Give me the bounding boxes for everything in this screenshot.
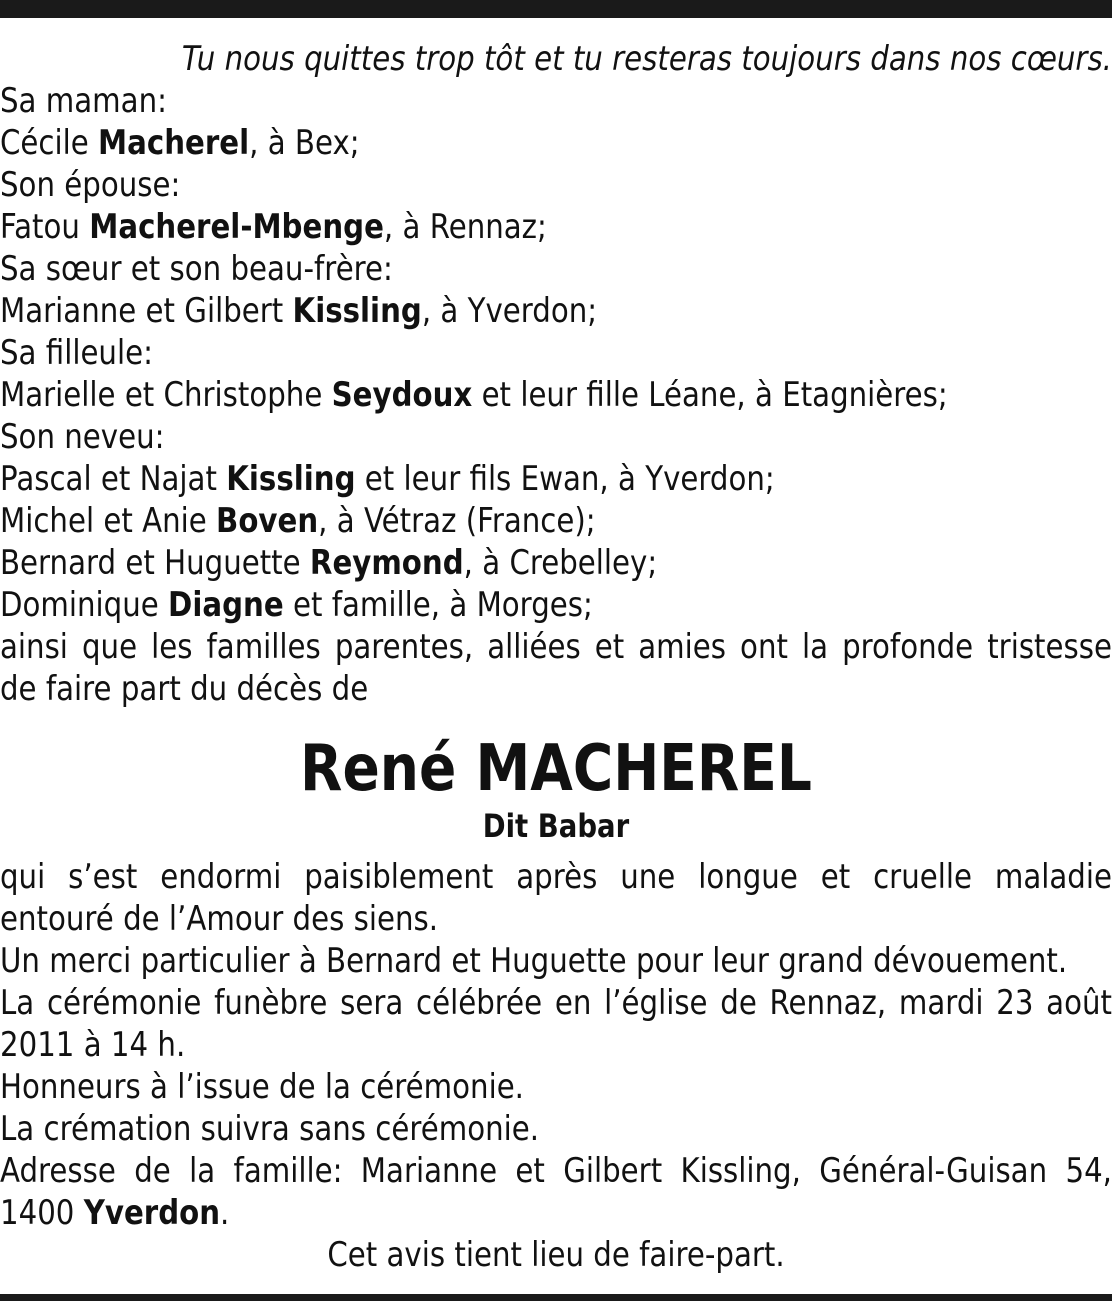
closing-line: Cet avis tient lieu de faire-part. — [327, 1235, 785, 1275]
family-line: Marielle et Christophe Seydoux et leur fille Léane, à Etagnières; — [0, 375, 948, 415]
family-line: Michel et Anie Boven, à Vétraz (France); — [0, 501, 596, 541]
death-line-1: qui s’est endormi paisiblement après une longue et cruelle maladie — [0, 857, 1112, 897]
spacer — [0, 710, 1112, 734]
thanks-line: Un merci particulier à Bernard et Huguette pour leur grand dévouement. — [0, 941, 1068, 981]
honours-line: Honneurs à l’issue de la cérémonie. — [0, 1067, 524, 1107]
family-line: Son neveu: — [0, 417, 165, 457]
spacer — [0, 848, 1112, 856]
family-line: Sa maman: — [0, 81, 167, 121]
cremation-line: La crémation suivra sans cérémonie. — [0, 1109, 540, 1149]
announcement-line-1: ainsi que les familles parentes, alliées et amies ont la profonde tristesse — [0, 627, 1112, 667]
family-line: Dominique Diagne et famille, à Morges; — [0, 585, 593, 625]
address-line-1: Adresse de la famille: Marianne et Gilbert Kissling, Général-Guisan 54, — [0, 1151, 1112, 1191]
family-line: Fatou Macherel-Mbenge, à Rennaz; — [0, 207, 547, 247]
deceased-nickname: Dit Babar — [482, 807, 630, 845]
obituary-notice — [0, 38, 1112, 1276]
death-line-2: entouré de l’Amour des siens. — [0, 899, 439, 939]
family-line: Sa filleule: — [0, 333, 153, 373]
address-line-2: 1400 Yverdon. — [0, 1193, 230, 1233]
bottom-rule — [0, 1294, 1112, 1301]
family-line: Bernard et Huguette Reymond, à Crebelley; — [0, 543, 658, 583]
family-list — [0, 80, 1112, 626]
ceremony-line-1: La cérémonie funèbre sera célébrée en l’église de Rennaz, mardi 23 août — [0, 983, 1112, 1023]
ceremony-line-2: 2011 à 14 h. — [0, 1025, 186, 1065]
epigraph: Tu nous quittes trop tôt et tu resteras toujours dans nos cœurs. — [181, 39, 1112, 79]
announcement-line-2: de faire part du décès de — [0, 669, 369, 709]
family-line: Marianne et Gilbert Kissling, à Yverdon; — [0, 291, 598, 331]
family-line: Cécile Macherel, à Bex; — [0, 123, 360, 163]
top-rule — [0, 0, 1112, 18]
deceased-name: René MACHEREL — [300, 732, 812, 806]
family-line: Pascal et Najat Kissling et leur fils Ewan, à Yverdon; — [0, 459, 775, 499]
family-line: Son épouse: — [0, 165, 181, 205]
family-line: Sa sœur et son beau-frère: — [0, 249, 393, 289]
